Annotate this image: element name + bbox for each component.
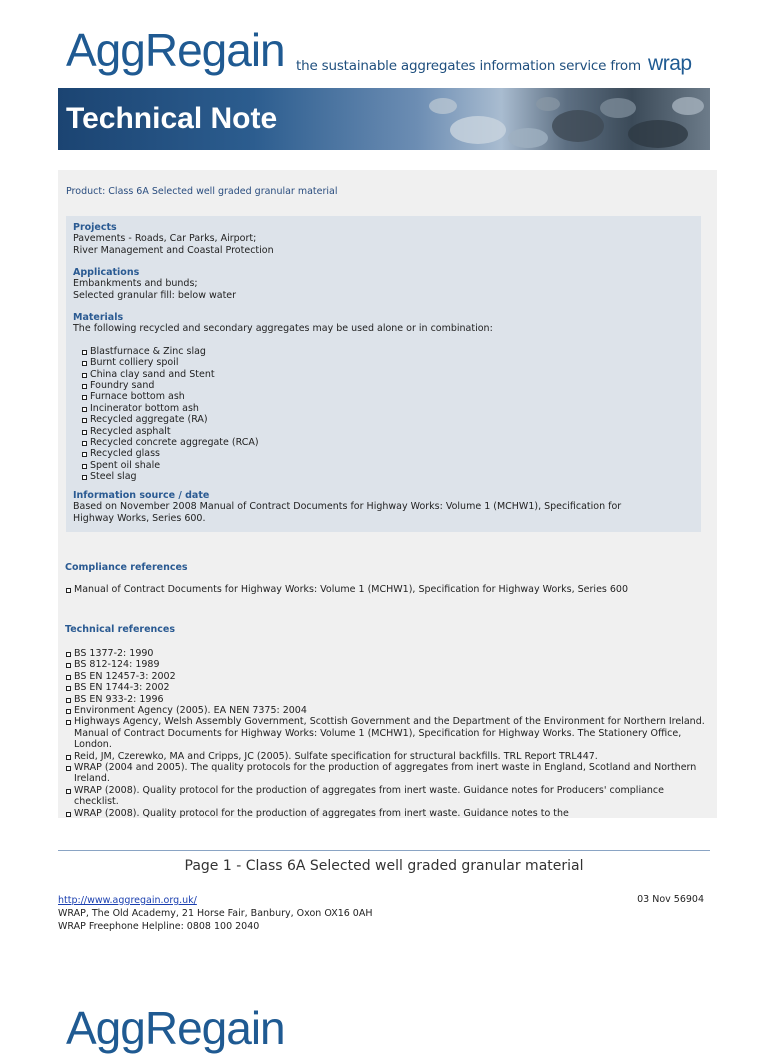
list-item: Spent oil shale xyxy=(81,460,493,471)
list-item: Foundry sand xyxy=(81,380,493,391)
aggregain-logo: AggRegain xyxy=(66,24,285,76)
tagline xyxy=(296,52,692,76)
bullet-icon xyxy=(82,407,87,412)
info-source-section xyxy=(73,490,621,524)
footer-date: 03 Nov 56904 xyxy=(637,894,704,905)
list-item: Steel slag xyxy=(81,471,493,482)
list-item: Reid, JM, Czerewko, MA and Cripps, JC (2005). Sulfate specification for structural backfills. TRL Report TRL447. xyxy=(65,751,710,762)
applications-line: Embankments and bunds; xyxy=(73,278,198,290)
list-item: BS EN 12457-3: 2002 xyxy=(65,671,710,682)
list-item: Incinerator bottom ash xyxy=(81,403,493,414)
bottom-logo: AggRegain xyxy=(66,1002,285,1054)
bullet-icon xyxy=(66,766,71,771)
bullet-icon xyxy=(82,395,87,400)
list-item: Recycled asphalt xyxy=(81,426,493,437)
list-item: WRAP (2008). Quality protocol for the production of aggregates from inert waste. Guidance notes to the xyxy=(65,808,710,818)
technical-heading: Technical references xyxy=(65,624,176,635)
projects-section xyxy=(73,222,274,256)
header xyxy=(66,22,706,82)
helpline-line: WRAP Freephone Helpline: 0808 100 2040 xyxy=(58,921,260,932)
list-item: Furnace bottom ash xyxy=(81,391,493,402)
bullet-icon xyxy=(66,812,71,817)
list-item: Recycled aggregate (RA) xyxy=(81,414,493,425)
wrap-logo: wrap xyxy=(648,52,692,75)
bullet-icon xyxy=(82,373,87,378)
content-panel xyxy=(58,170,717,818)
list-item: Environment Agency (2005). EA NEN 7375: 2004 xyxy=(65,705,710,716)
bullet-icon xyxy=(66,720,71,725)
applications-heading: Applications xyxy=(73,267,140,278)
projects-line: Pavements - Roads, Car Parks, Airport; xyxy=(73,233,257,245)
bullet-icon xyxy=(66,686,71,691)
materials-list xyxy=(81,346,493,483)
website-link[interactable]: http://www.aggregain.org.uk/ xyxy=(58,895,197,906)
bullet-icon xyxy=(82,475,87,480)
materials-section xyxy=(73,312,493,483)
bullet-icon xyxy=(66,675,71,680)
technical-list xyxy=(65,648,710,818)
address-line: WRAP, The Old Academy, 21 Horse Fair, Banbury, Oxon OX16 0AH xyxy=(58,908,373,919)
list-item: Highways Agency, Welsh Assembly Government, Scottish Government and the Department of the Environment for Northern Ireland. Manual of Contract Documents for Highway Works: Volume 1 (MCHW1), Specification for Highway Works. The Stationery Office, London. xyxy=(65,716,710,750)
bullet-icon xyxy=(82,418,87,423)
list-item: WRAP (2004 and 2005). The quality protocols for the production of aggregates from inert waste in England, Scotland and Northern Ireland. xyxy=(65,762,710,785)
details-panel xyxy=(66,216,701,532)
info-source-line: Highway Works, Series 600. xyxy=(73,512,206,524)
bullet-icon xyxy=(82,384,87,389)
bullet-icon xyxy=(66,663,71,668)
list-item: Recycled concrete aggregate (RCA) xyxy=(81,437,493,448)
projects-line: River Management and Coastal Protection xyxy=(73,244,274,256)
compliance-list xyxy=(65,584,628,595)
bullet-icon xyxy=(82,350,87,355)
compliance-heading: Compliance references xyxy=(65,562,188,573)
list-item: Manual of Contract Documents for Highway Works: Volume 1 (MCHW1), Specification for Highway Works, Series 600 xyxy=(65,584,628,595)
bullet-icon xyxy=(66,789,71,794)
footer-divider xyxy=(58,850,710,851)
bullet-icon xyxy=(82,441,87,446)
applications-section xyxy=(73,267,236,301)
list-item: Recycled glass xyxy=(81,448,493,459)
list-item: BS 1377-2: 1990 xyxy=(65,648,710,659)
bullet-icon xyxy=(82,452,87,457)
list-item: BS 812-124: 1989 xyxy=(65,659,710,670)
bullet-icon xyxy=(82,464,87,469)
list-item: China clay sand and Stent xyxy=(81,369,493,380)
bullet-icon xyxy=(66,755,71,760)
bullet-icon xyxy=(66,709,71,714)
info-source-heading: Information source / date xyxy=(73,490,210,501)
list-item: Blastfurnace & Zinc slag xyxy=(81,346,493,357)
list-item: BS EN 933-2: 1996 xyxy=(65,694,710,705)
materials-intro: The following recycled and secondary aggregates may be used alone or in combination: xyxy=(73,323,493,335)
materials-heading: Materials xyxy=(73,312,124,323)
list-item: BS EN 1744-3: 2002 xyxy=(65,682,710,693)
footer-address xyxy=(58,894,373,933)
info-source-line: Based on November 2008 Manual of Contract Documents for Highway Works: Volume 1 (MCHW1), Specification for xyxy=(73,501,622,513)
page-footer-title: Page 1 - Class 6A Selected well graded granular material xyxy=(184,858,584,874)
applications-line: Selected granular fill: below water xyxy=(73,289,237,301)
list-item: WRAP (2008). Quality protocol for the production of aggregates from inert waste. Guidance notes for Producers' compliance checklist. xyxy=(65,785,710,808)
bullet-icon xyxy=(66,588,71,593)
tagline-text: the sustainable aggregates information service from xyxy=(296,58,641,74)
bullet-icon xyxy=(66,652,71,657)
projects-heading: Projects xyxy=(73,222,117,233)
bullet-icon xyxy=(82,430,87,435)
bullet-icon xyxy=(82,361,87,366)
technical-note-banner xyxy=(58,88,710,150)
banner-title: Technical Note xyxy=(66,102,278,135)
bullet-icon xyxy=(66,698,71,703)
list-item: Burnt colliery spoil xyxy=(81,357,493,368)
product-line: Product: Class 6A Selected well graded granular material xyxy=(66,186,338,197)
